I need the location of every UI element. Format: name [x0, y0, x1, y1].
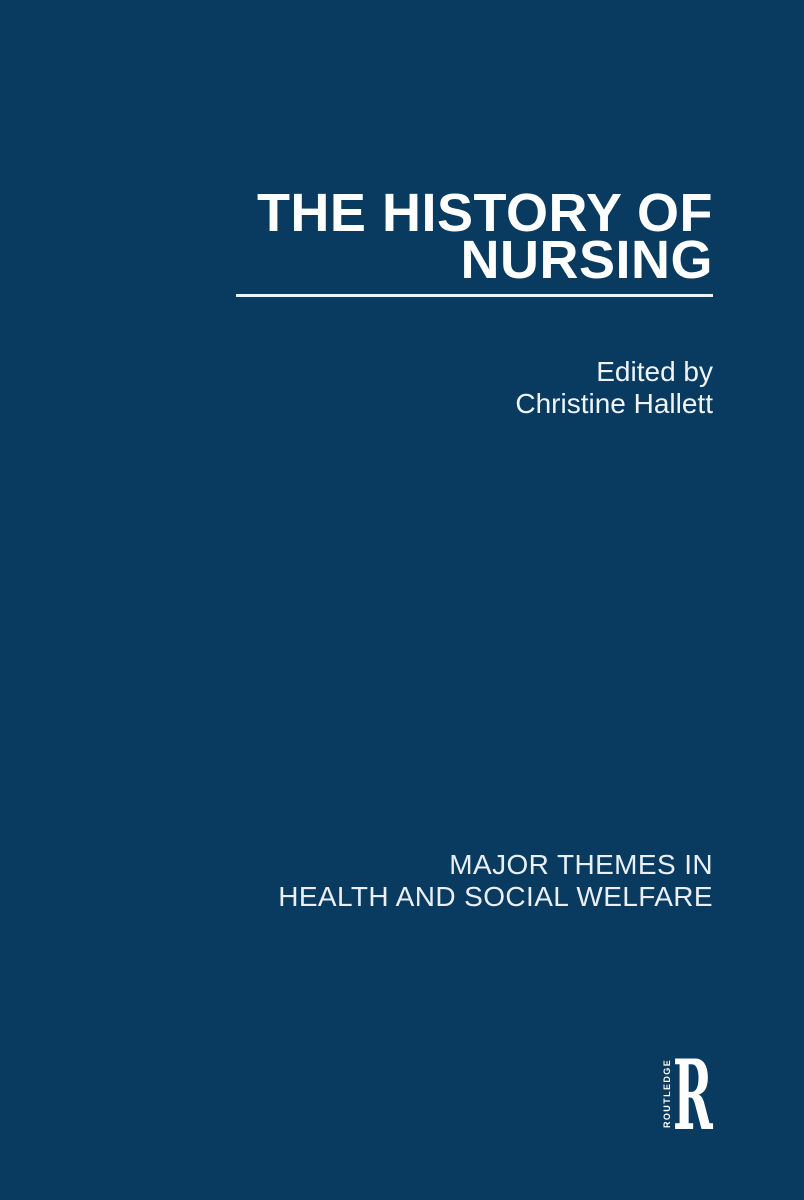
- routledge-wordmark: ROUTLEDGE: [662, 1058, 672, 1128]
- title-block: [236, 183, 713, 297]
- series-line-1: MAJOR THEMES IN: [449, 849, 713, 880]
- routledge-logo: [662, 1039, 713, 1152]
- edited-by-label: Edited by: [596, 356, 713, 387]
- routledge-r-icon: R: [673, 1039, 713, 1152]
- editor-block: [515, 356, 713, 420]
- editor-name: Christine Hallett: [515, 388, 713, 419]
- title-underline: [236, 294, 713, 297]
- title-line-1: THE HISTORY OF: [256, 183, 713, 243]
- series-line-2: HEALTH AND SOCIAL WELFARE: [278, 881, 713, 912]
- title-line-2: NURSING: [460, 230, 713, 290]
- series-title: [278, 849, 713, 913]
- book-title: [236, 183, 713, 290]
